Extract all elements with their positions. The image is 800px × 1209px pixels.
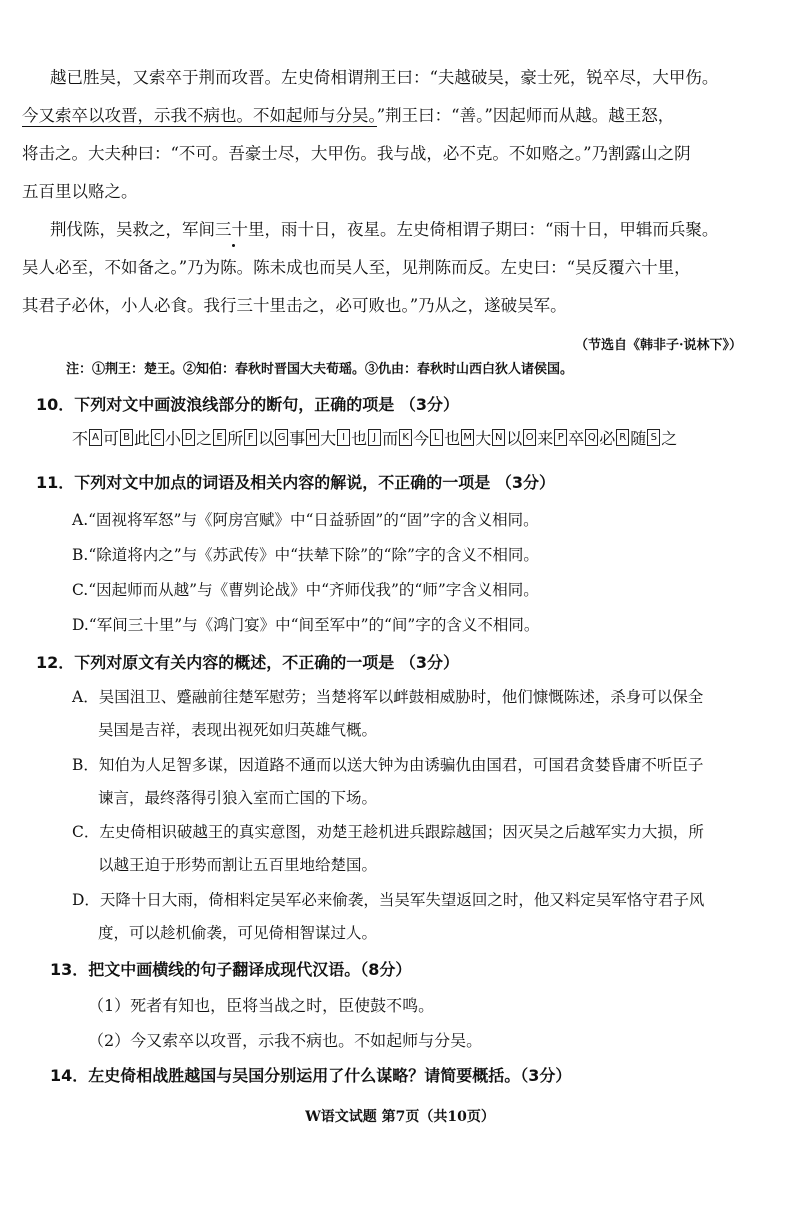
emphasis-dot <box>232 244 235 247</box>
segment-break-box-m: M <box>461 429 474 446</box>
passage-line: 吴人必至，不如备之。”乃为陈。陈未成也而吴人至，见荆陈而反。左史曰：“吴反覆六十里， <box>22 258 691 277</box>
question-11-title: 11．下列对文中加点的词语及相关内容的解说，不正确的一项是 （3分） <box>36 473 555 492</box>
sentence-segmentation-options <box>72 426 677 449</box>
question-12-option-a-cont: 吴国是吉祥，表现出视死如归英雄气概。 <box>98 721 378 739</box>
passage-source: （节选自《韩非子·说林下》） <box>574 338 742 353</box>
segment-character: 随 <box>630 429 647 448</box>
segment-break-box-g: G <box>275 429 288 446</box>
segment-break-box-p: P <box>554 429 567 446</box>
passage-line: 其君子必休，小人必食。我行三十里击之，必可败也。”乃从之，遂破吴军。 <box>22 296 567 315</box>
question-12-option-c: C．左史倚相识破越王的真实意图，劝楚王趁机进兵跟踪越国；因灭吴之后越军实力大损，所 <box>72 823 704 841</box>
segment-character: 之 <box>661 429 678 448</box>
segment-break-box-d: D <box>182 429 195 446</box>
segment-character: 大 <box>475 429 492 448</box>
passage-line: 越已胜吴，又索卒于荆而攻晋。左史倚相谓荆王曰：“夫越破吴，豪士死，锐卒尽，大甲伤。 <box>50 68 719 87</box>
segment-break-box-q: Q <box>585 429 598 446</box>
segment-break-box-b: B <box>120 429 133 446</box>
segment-break-box-c: C <box>151 429 164 446</box>
question-12-option-d: D．天降十日大雨，倚相料定吴军必来偷袭，当吴军失望返回之时，他又料定吴军恪守君子风 <box>72 891 705 909</box>
segment-character: 可 <box>103 429 120 448</box>
segment-break-box-r: R <box>616 429 629 446</box>
segment-break-box-e: E <box>213 429 226 446</box>
segment-character: 以 <box>258 429 275 448</box>
segment-character: 也 <box>351 429 368 448</box>
segment-break-box-f: F <box>244 429 257 446</box>
question-11-option-d: D.“军间三十里”与《鸿门宴》中“间至军中”的“间”字的含义不相同。 <box>72 616 540 634</box>
question-13-item-1: （1）死者有知也，臣将当战之时，臣使鼓不鸣。 <box>88 996 435 1015</box>
segment-character: 卒 <box>568 429 585 448</box>
segment-character: 所 <box>227 429 244 448</box>
segment-break-box-k: K <box>399 429 412 446</box>
segment-character: 事 <box>289 429 306 448</box>
segment-character: 也 <box>444 429 461 448</box>
page-footer: W语文试题 第7页（共10页） <box>305 1109 495 1125</box>
question-12-option-a: A．吴国沮卫、蹙融前往楚军慰劳；当楚将军以衅鼓相威胁时，他们慷慨陈述，杀身可以保全 <box>72 688 704 706</box>
question-12-option-d-cont: 度，可以趁机偷袭，可见倚相智谋过人。 <box>98 924 378 942</box>
segment-break-box-a: A <box>89 429 102 446</box>
segment-character: 不 <box>72 429 89 448</box>
segment-character: 小 <box>165 429 182 448</box>
segment-break-box-s: S <box>647 429 660 446</box>
question-12-option-b-cont: 谏言，最终落得引狼入室而亡国的下场。 <box>98 789 378 807</box>
question-13-item-2: （2）今又索卒以攻晋，示我不病也。不如起师与分吴。 <box>88 1031 483 1050</box>
segment-break-box-l: L <box>430 429 443 446</box>
question-14-title: 14．左史倚相战胜越国与吴国分别运用了什么谋略？请简要概括。（3分） <box>50 1066 572 1085</box>
segment-character: 大 <box>320 429 337 448</box>
segment-break-box-h: H <box>306 429 319 446</box>
question-12-option-c-cont: 以越王迫于形势而割让五百里地给楚国。 <box>98 856 378 874</box>
segment-character: 而 <box>382 429 399 448</box>
question-10-title: 10．下列对文中画波浪线部分的断句，正确的项是 （3分） <box>36 395 459 414</box>
question-11-option-b: B.“除道将内之”与《苏武传》中“扶辇下除”的“除”字的含义不相同。 <box>72 546 539 564</box>
passage-line: 荆伐陈，吴救之，军间三十里，雨十日，夜星。左史倚相谓子期曰：“雨十日，甲辑而兵聚。 <box>50 220 719 239</box>
passage-line <box>22 106 674 126</box>
segment-character: 此 <box>134 429 151 448</box>
segment-character: 之 <box>196 429 213 448</box>
passage-text: ”荆王曰：“善。”因起师而从越。越王怒， <box>376 106 675 125</box>
segment-break-box-j: J <box>368 429 381 446</box>
segment-break-box-n: N <box>492 429 505 446</box>
segment-break-box-o: O <box>523 429 536 446</box>
passage-line: 将击之。大夫种曰：“不可。吾豪士尽，大甲伤。我与战，必不克。不如赂之。”乃割露山之阴 <box>22 144 691 163</box>
segment-character: 今 <box>413 429 430 448</box>
question-11-option-a: A.“固视将军怒”与《阿房宫赋》中“日益骄固”的“固”字的含义相同。 <box>72 511 539 529</box>
segment-character: 以 <box>506 429 523 448</box>
segment-character: 必 <box>599 429 616 448</box>
question-12-title: 12．下列对原文有关内容的概述，不正确的一项是 （3分） <box>36 653 459 672</box>
passage-line: 五百里以赂之。 <box>22 182 138 201</box>
question-12-option-b: B．知伯为人足智多谋，因道路不通而以送大钟为由诱骗仇由国君，可国君贪婪昏庸不听臣子 <box>72 756 704 774</box>
question-11-option-c: C.“因起师而从越”与《曹刿论战》中“齐师伐我”的“师”字含义相同。 <box>72 581 539 599</box>
underlined-sentence: 今又索卒以攻晋，示我不病也。不如起师与分吴。 <box>22 106 377 125</box>
segment-break-box-i: I <box>337 429 350 446</box>
segment-character: 来 <box>537 429 554 448</box>
question-13-title: 13．把文中画横线的句子翻译成现代汉语。（8分） <box>50 960 412 979</box>
passage-notes: 注：①荆王：楚王。②知伯：春秋时晋国大夫荀瑶。③仇由：春秋时山西白狄人诸侯国。 <box>66 362 574 377</box>
